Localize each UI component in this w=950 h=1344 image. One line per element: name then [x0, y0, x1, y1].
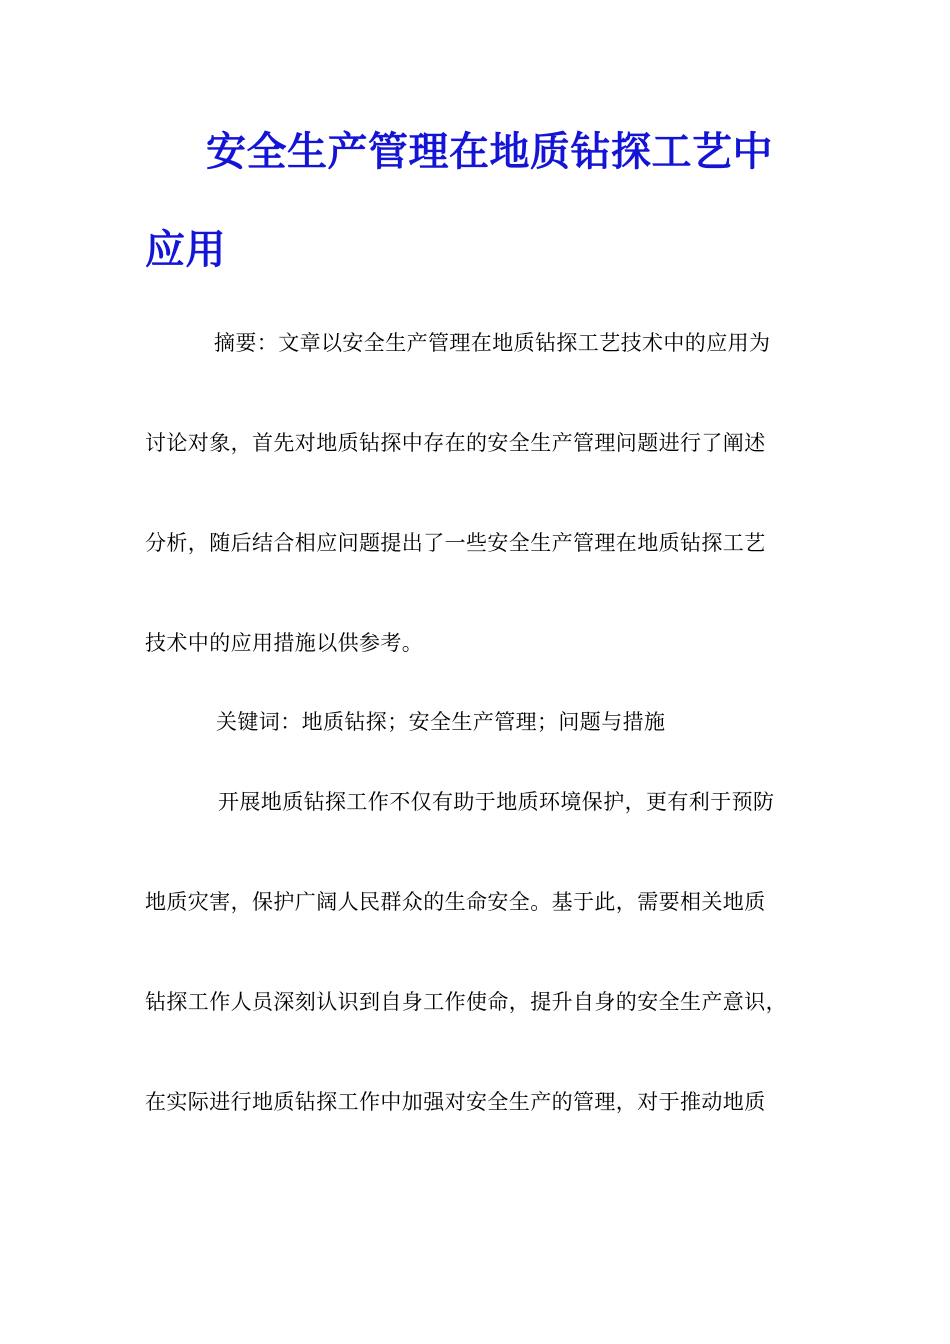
keywords-line: 关键词：地质钻探；安全生产管理；问题与措施 [216, 710, 666, 734]
abstract-line: 讨论对象，首先对地质钻探中存在的安全生产管理问题进行了阐述 [145, 431, 766, 455]
abstract-line: 分析，随后结合相应问题提出了一些安全生产管理在地质钻探工艺 [145, 531, 766, 555]
abstract-line: 摘要：文章以安全生产管理在地质钻探工艺技术中的应用为 [214, 331, 771, 355]
title-line-1: 安全生产管理在地质钻探工艺中 [206, 128, 773, 175]
title-line-2: 应用 [145, 226, 226, 273]
body-line: 地质灾害，保护广阔人民群众的生命安全。基于此，需要相关地质 [145, 890, 766, 914]
body-line: 在实际进行地质钻探工作中加强对安全生产的管理，对于推动地质 [145, 1090, 766, 1114]
body-line: 开展地质钻探工作不仅有助于地质环境保护，更有利于预防 [218, 790, 775, 814]
abstract-line: 技术中的应用措施以供参考。 [145, 631, 424, 655]
body-line: 钻探工作人员深刻认识到自身工作使命，提升自身的安全生产意识， [145, 990, 787, 1014]
